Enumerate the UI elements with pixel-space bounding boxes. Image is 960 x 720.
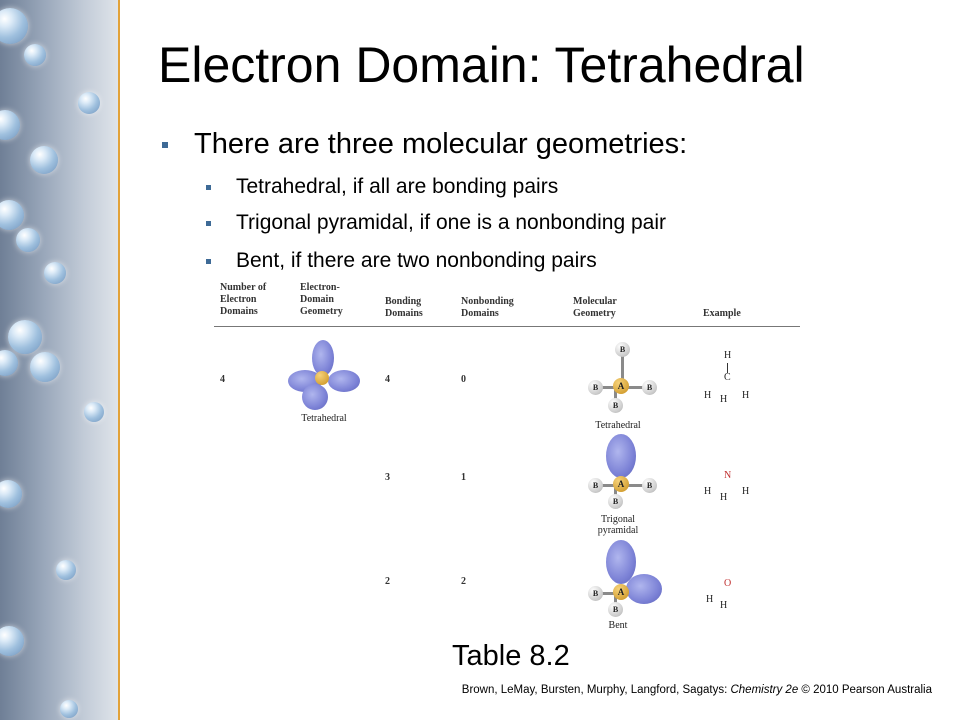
lobe-shape	[302, 384, 328, 410]
header-bonding-domains: Bonding Domains	[385, 296, 423, 319]
bubble-decoration	[30, 146, 58, 174]
bubble-decoration	[0, 110, 20, 140]
bullet-marker	[206, 259, 211, 264]
hydrogen-label: H	[720, 600, 728, 611]
slide-title: Electron Domain: Tetrahedral	[158, 37, 805, 93]
outer-atom: B	[608, 398, 623, 413]
sub-bullet	[236, 175, 558, 199]
bullet-main	[194, 128, 687, 161]
methane-example	[704, 350, 754, 405]
trigonal-pyramidal-figure	[586, 434, 658, 510]
bonding-count: 2	[385, 576, 390, 587]
nonbonding-count: 2	[461, 576, 466, 587]
central-atom: A	[613, 378, 629, 394]
molecular-geometry-caption: Trigonal pyramidal	[597, 514, 639, 536]
bonding-count: 4	[385, 374, 390, 385]
sub-bullet-text: Tetrahedral, if all are bonding pairs	[236, 175, 559, 198]
header-molecular-geometry: Molecular Geometry	[573, 296, 617, 319]
hydrogen-label: H	[706, 594, 714, 605]
bubble-decoration	[0, 350, 18, 376]
ammonia-example	[704, 466, 754, 506]
bullet-marker	[206, 221, 211, 226]
outer-atom: B	[608, 494, 623, 509]
central-atom: A	[613, 584, 629, 600]
bubble-decoration	[30, 352, 60, 382]
electron-domain-count: 4	[220, 374, 225, 385]
footer-authors: Brown, LeMay, Bursten, Murphy, Langford, Sagatys:	[461, 684, 731, 696]
outer-atom: B	[588, 380, 603, 395]
hydrogen-label: H	[742, 486, 750, 497]
bullet-marker	[206, 185, 211, 190]
central-atom	[315, 371, 329, 385]
header-electron-domain-geometry: Electron- Domain Geometry	[300, 282, 343, 317]
molecular-geometry-caption: Tetrahedral	[595, 420, 641, 431]
table-caption: Table 8.2	[452, 640, 570, 672]
tetrahedral-domain-figure	[288, 340, 364, 410]
outer-atom: B	[608, 602, 623, 617]
outer-atom: B	[588, 478, 603, 493]
hydrogen-label: H	[704, 486, 712, 497]
lobe-shape	[328, 370, 360, 392]
nonbonding-count: 0	[461, 374, 466, 385]
outer-atom: B	[588, 586, 603, 601]
header-divider	[214, 326, 800, 327]
hydrogen-label: H	[720, 394, 728, 405]
citation-footer	[0, 684, 932, 696]
bubble-decoration	[78, 92, 100, 114]
hydrogen-label: H	[742, 390, 750, 401]
sidebar-decoration	[0, 0, 118, 720]
sub-bullet	[236, 249, 597, 273]
footer-book-title: Chemistry 2e	[730, 684, 799, 696]
bubble-decoration	[56, 560, 76, 580]
bubble-decoration	[16, 228, 40, 252]
oxygen-label: O	[724, 578, 732, 589]
hydrogen-label: H	[724, 350, 732, 361]
sub-bullet-text: Bent, if there are two nonbonding pairs	[236, 249, 597, 272]
bubble-decoration	[24, 44, 46, 66]
bubble-decoration	[0, 480, 22, 508]
bubble-decoration	[84, 402, 104, 422]
bent-figure	[586, 540, 666, 616]
nonbonding-count: 1	[461, 472, 466, 483]
molecular-geometry-caption: Bent	[608, 620, 628, 631]
hydrogen-label: H	[704, 390, 712, 401]
footer-copyright: © 2010 Pearson Australia	[798, 684, 932, 696]
geometry-table	[214, 282, 804, 632]
bonding-count: 3	[385, 472, 390, 483]
bubble-decoration	[60, 700, 78, 718]
hydrogen-label: H	[720, 492, 728, 503]
bullet-marker	[162, 142, 168, 148]
domain-geometry-caption: Tetrahedral	[301, 413, 347, 424]
outer-atom: B	[642, 478, 657, 493]
bubble-decoration	[8, 320, 42, 354]
header-nonbonding-domains: Nonbonding Domains	[461, 296, 514, 319]
carbon-label: C	[724, 372, 731, 383]
bubble-decoration	[0, 8, 28, 44]
lobe-shape	[606, 434, 636, 478]
water-example	[704, 574, 754, 614]
outer-atom: B	[642, 380, 657, 395]
outer-atom: B	[615, 342, 630, 357]
lobe-shape	[626, 574, 662, 604]
central-atom: A	[613, 476, 629, 492]
sub-bullet-text: Trigonal pyramidal, if one is a nonbonding pair	[236, 211, 666, 234]
tetrahedral-molecule-figure	[586, 342, 658, 414]
nitrogen-label: N	[724, 470, 732, 481]
header-electron-domains: Number of Electron Domains	[220, 282, 267, 317]
bubble-decoration	[0, 626, 24, 656]
sub-bullet	[236, 211, 666, 235]
header-example: Example	[703, 308, 741, 319]
bullet-main-text: There are three molecular geometries:	[194, 128, 688, 160]
bubble-decoration	[44, 262, 66, 284]
bubble-decoration	[0, 200, 24, 230]
sidebar-accent-line	[118, 0, 120, 720]
